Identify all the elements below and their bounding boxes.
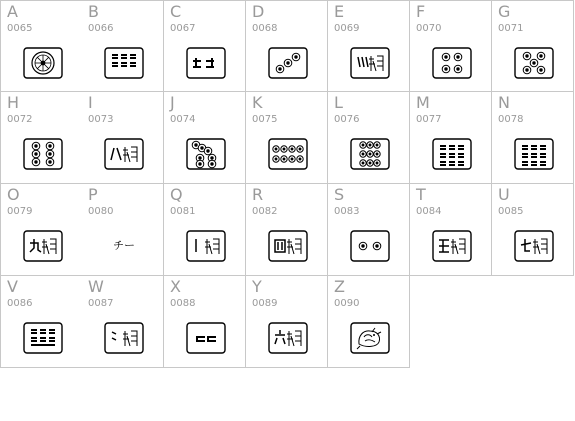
glyph-code: 0068: [252, 23, 278, 34]
glyph-code: 0083: [334, 206, 360, 217]
glyph-cell[interactable]: [0, 276, 83, 368]
two-character-tile-icon: [104, 322, 144, 354]
glyph-letter: Y: [252, 277, 262, 296]
glyph-letter: A: [7, 2, 18, 21]
eight-character-tile-icon: [104, 138, 144, 170]
glyph-code: 0079: [7, 206, 33, 217]
three-circle-tile-icon: [268, 47, 308, 79]
glyph-cell[interactable]: [328, 276, 410, 368]
glyph-cell[interactable]: [164, 0, 246, 92]
one-bamboo-bird-tile-icon: [350, 322, 390, 354]
glyph-cell[interactable]: [164, 184, 246, 276]
glyph-code: 0089: [252, 298, 278, 309]
glyph-code: 0070: [416, 23, 442, 34]
five-circle-tile-icon: [514, 47, 554, 79]
eight-circle-tile-icon: [268, 138, 308, 170]
glyph-code: 0074: [170, 114, 196, 125]
glyph-letter: B: [88, 2, 99, 21]
seven-circle-tile-icon: [186, 138, 226, 170]
glyph-code: 0071: [498, 23, 524, 34]
glyph-letter: L: [334, 93, 343, 112]
glyph-code: 0086: [7, 298, 33, 309]
glyph-cell[interactable]: [82, 92, 164, 184]
glyph-letter: P: [88, 185, 98, 204]
glyph-cell[interactable]: [410, 92, 492, 184]
one-circle-tile-icon: [23, 47, 63, 79]
nine-circle-tile-icon: [350, 138, 390, 170]
glyph-code: 0087: [88, 298, 114, 309]
two-circle-tile-icon: [350, 230, 390, 262]
six-circle-tile-icon: [23, 138, 63, 170]
glyph-code: 0088: [170, 298, 196, 309]
glyph-letter: O: [7, 185, 20, 204]
glyph-code: 0084: [416, 206, 442, 217]
glyph-code: 0076: [334, 114, 360, 125]
glyph-cell[interactable]: [492, 184, 574, 276]
glyph-code: 0082: [252, 206, 278, 217]
glyph-code: 0067: [170, 23, 196, 34]
glyph-letter: S: [334, 185, 345, 204]
eight-bamboo-tile-icon: [432, 138, 472, 170]
glyph-cell[interactable]: [82, 276, 164, 368]
glyph-cell[interactable]: [246, 184, 328, 276]
glyph-cell[interactable]: [0, 184, 83, 276]
glyph-cell[interactable]: [82, 184, 164, 276]
glyph-code: 0072: [7, 114, 33, 125]
glyph-letter: D: [252, 2, 265, 21]
seven-bamboo-tile-icon: [23, 322, 63, 354]
glyph-code: 0065: [7, 23, 33, 34]
one-character-tile-icon: [186, 230, 226, 262]
glyph-letter: V: [7, 277, 18, 296]
glyph-cell[interactable]: [246, 276, 328, 368]
two-bamboo-tile-icon: [186, 322, 226, 354]
glyph-cell[interactable]: [246, 92, 328, 184]
glyph-cell[interactable]: [410, 0, 492, 92]
glyph-cell[interactable]: [492, 92, 574, 184]
glyph-code: 0066: [88, 23, 114, 34]
glyph-cell[interactable]: [328, 92, 410, 184]
glyph-letter: X: [170, 277, 181, 296]
glyph-letter: I: [88, 93, 93, 112]
glyph-letter: Q: [170, 185, 183, 204]
four-circle-tile-icon: [432, 47, 472, 79]
glyph-cell[interactable]: [0, 92, 83, 184]
glyph-letter: H: [7, 93, 20, 112]
glyph-letter: F: [416, 2, 426, 21]
glyph-cell[interactable]: [246, 0, 328, 92]
six-character-tile-icon: [268, 322, 308, 354]
glyph-letter: G: [498, 2, 511, 21]
nine-character-tile-icon: [23, 230, 63, 262]
glyph-cell[interactable]: [82, 0, 164, 92]
nine-bamboo-tile-icon: [514, 138, 554, 170]
seven-character-tile-icon: [514, 230, 554, 262]
glyph-letter: Z: [334, 277, 345, 296]
glyph-letter: E: [334, 2, 345, 21]
glyph-code: 0073: [88, 114, 114, 125]
glyph-cell[interactable]: [164, 276, 246, 368]
glyph-letter: M: [416, 93, 430, 112]
glyph-code: 0078: [498, 114, 524, 125]
chi-text-glyph: チー: [113, 239, 135, 252]
glyph-letter: T: [416, 185, 426, 204]
glyph-code: 0090: [334, 298, 360, 309]
glyph-code: 0081: [170, 206, 196, 217]
glyph-code: 0080: [88, 206, 114, 217]
six-bamboo-tile-icon: [104, 47, 144, 79]
glyph-cell[interactable]: [328, 0, 410, 92]
three-character-tile-icon: [350, 47, 390, 79]
glyph-letter: K: [252, 93, 263, 112]
five-character-tile-icon: [432, 230, 472, 262]
glyph-letter: U: [498, 185, 510, 204]
glyph-letter: R: [252, 185, 264, 204]
glyph-code: 0077: [416, 114, 442, 125]
glyph-cell[interactable]: [410, 184, 492, 276]
glyph-code: 0075: [252, 114, 278, 125]
glyph-cell[interactable]: [328, 184, 410, 276]
glyph-letter: N: [498, 93, 510, 112]
glyph-cell[interactable]: [164, 92, 246, 184]
four-character-tile-icon: [268, 230, 308, 262]
four-bamboo-tile-icon: [186, 47, 226, 79]
glyph-letter: W: [88, 277, 104, 296]
glyph-code: 0085: [498, 206, 524, 217]
glyph-cell[interactable]: [492, 0, 574, 92]
glyph-letter: C: [170, 2, 182, 21]
glyph-code: 0069: [334, 23, 360, 34]
glyph-letter: J: [170, 93, 175, 112]
glyph-cell[interactable]: [0, 0, 83, 92]
